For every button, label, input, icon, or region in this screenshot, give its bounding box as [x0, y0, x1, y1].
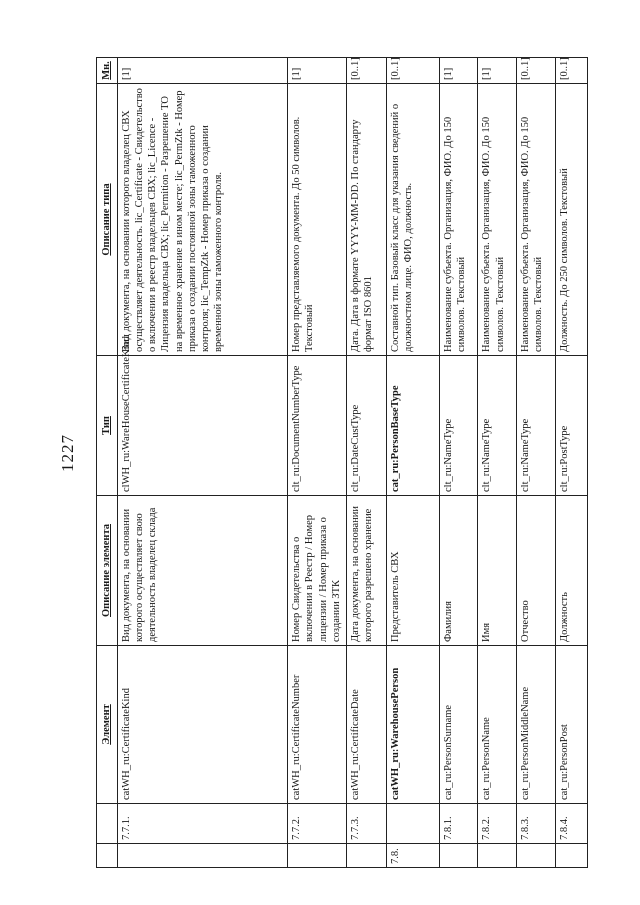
row-multiplicity: [0..1] [346, 58, 387, 84]
row-multiplicity: [1] [439, 58, 478, 84]
row-element: cat_ru:PersonPost [555, 646, 588, 804]
table-row [555, 58, 588, 868]
table-row [387, 58, 440, 868]
header-number [97, 804, 118, 844]
row-element-description: Должность [555, 496, 588, 646]
row-type-description: Составной тип. Базовый класс для указания сведений о должностном лице. ФИО, должность. [387, 84, 440, 356]
row-element-description: Представитель СВХ [387, 496, 440, 646]
spec-table [96, 57, 588, 868]
table-row [478, 58, 517, 868]
row-type: clWH_ru:WareHouseCertificateKind [118, 356, 288, 496]
row-type-description: Наименование субъекта. Организация, ФИО. До 150 символов. Текстовый [439, 84, 478, 356]
row-outer-number [346, 844, 387, 868]
row-multiplicity: [0..1] [516, 58, 555, 84]
row-element-description: Дата документа, на основании которого разрешено хранение [346, 496, 387, 646]
row-type-description: Вид документа, на основании которого владелец СВХ осуществляет деятельность. lic_Certificate - Свидетельство о включении в реестр владельцев СВХ; lic_Licence - Лицензия владельца СВХ; lic_Permition - Разрешение ТО на временное хранение в ином месте; lic_PermZtk - Номер приказа о создании постоянной зоны таможенного контроля; lic_TempZtk - Номер приказа о создании временной зоны таможенного контроля. [118, 84, 288, 356]
row-multiplicity: [1] [478, 58, 517, 84]
row-multiplicity: [1] [118, 58, 288, 84]
row-element: cat_ru:PersonMiddleName [516, 646, 555, 804]
row-element: catWH_ru:CertificateDate [346, 646, 387, 804]
row-number: 7.7.2. [288, 804, 346, 844]
row-multiplicity: [1] [288, 58, 346, 84]
table-header-row [97, 58, 118, 868]
row-element-description: Имя [478, 496, 517, 646]
table-row [516, 58, 555, 868]
row-element-description: Отчество [516, 496, 555, 646]
row-element-description: Фамилия [439, 496, 478, 646]
row-type: cat_ru:PersonBaseType [387, 356, 440, 496]
header-type: Тип [97, 356, 118, 496]
row-outer-number [288, 844, 346, 868]
row-type-description: Должность. До 250 символов. Текстовый [555, 84, 588, 356]
row-number: 7.8.2. [478, 804, 517, 844]
row-multiplicity: [0..1] [555, 58, 588, 84]
row-type-description: Номер представляемого документа. До 50 символов. Текстовый [288, 84, 346, 356]
header-element-description: Описание элемента [97, 496, 118, 646]
row-type: clt_ru:DocumentNumberType [288, 356, 346, 496]
header-type-description: Описание типа [97, 84, 118, 356]
row-outer-number [118, 844, 288, 868]
row-outer-number [478, 844, 517, 868]
row-element: cat_ru:PersonName [478, 646, 517, 804]
row-outer-number [516, 844, 555, 868]
row-number: 7.8.4. [555, 804, 588, 844]
header-multiplicity: Мн. [97, 58, 118, 84]
row-type: clt_ru:NameType [478, 356, 517, 496]
row-number: 7.8.1. [439, 804, 478, 844]
row-outer-number: 7.8. [387, 844, 440, 868]
row-type-description: Наименование субъекта. Организация, ФИО. До 150 символов. Текстовый [516, 84, 555, 356]
table-row [288, 58, 346, 868]
row-type-description: Дата. Дата в формате YYYY-MM-DD. По стандарту формат ISO 8601 [346, 84, 387, 356]
header-outer-number [97, 844, 118, 868]
row-multiplicity: [0..1] [387, 58, 440, 84]
row-type: clt_ru:DateCustType [346, 356, 387, 496]
row-element-description: Вид документа, на основании которого осуществляет свою деятельность владелец склада [118, 496, 288, 646]
row-outer-number [439, 844, 478, 868]
row-number: 7.7.1. [118, 804, 288, 844]
table-row [118, 58, 288, 868]
row-outer-number [555, 844, 588, 868]
row-type-description: Наименование субъекта. Организация, ФИО. До 150 символов. Текстовый [478, 84, 517, 356]
table-row [346, 58, 387, 868]
row-type: clt_ru:PostType [555, 356, 588, 496]
row-number: 7.8.3. [516, 804, 555, 844]
row-element: cat_ru:PersonSurname [439, 646, 478, 804]
table-container [96, 58, 588, 868]
row-element: catWH_ru:CertificateKind [118, 646, 288, 804]
header-element: Элемент [97, 646, 118, 804]
row-element: catWH_ru:CertificateNumber [288, 646, 346, 804]
page-number: 1227 [58, 434, 77, 472]
row-element: catWH_ru:WarehousePerson [387, 646, 440, 804]
row-number [387, 804, 440, 844]
row-number: 7.7.3. [346, 804, 387, 844]
row-element-description: Номер Свидетельства о включении в Реестр / Номер лицензии / Номер приказа о создании ЗТК [288, 496, 346, 646]
row-type: clt_ru:NameType [516, 356, 555, 496]
row-type: clt_ru:NameType [439, 356, 478, 496]
table-row [439, 58, 478, 868]
